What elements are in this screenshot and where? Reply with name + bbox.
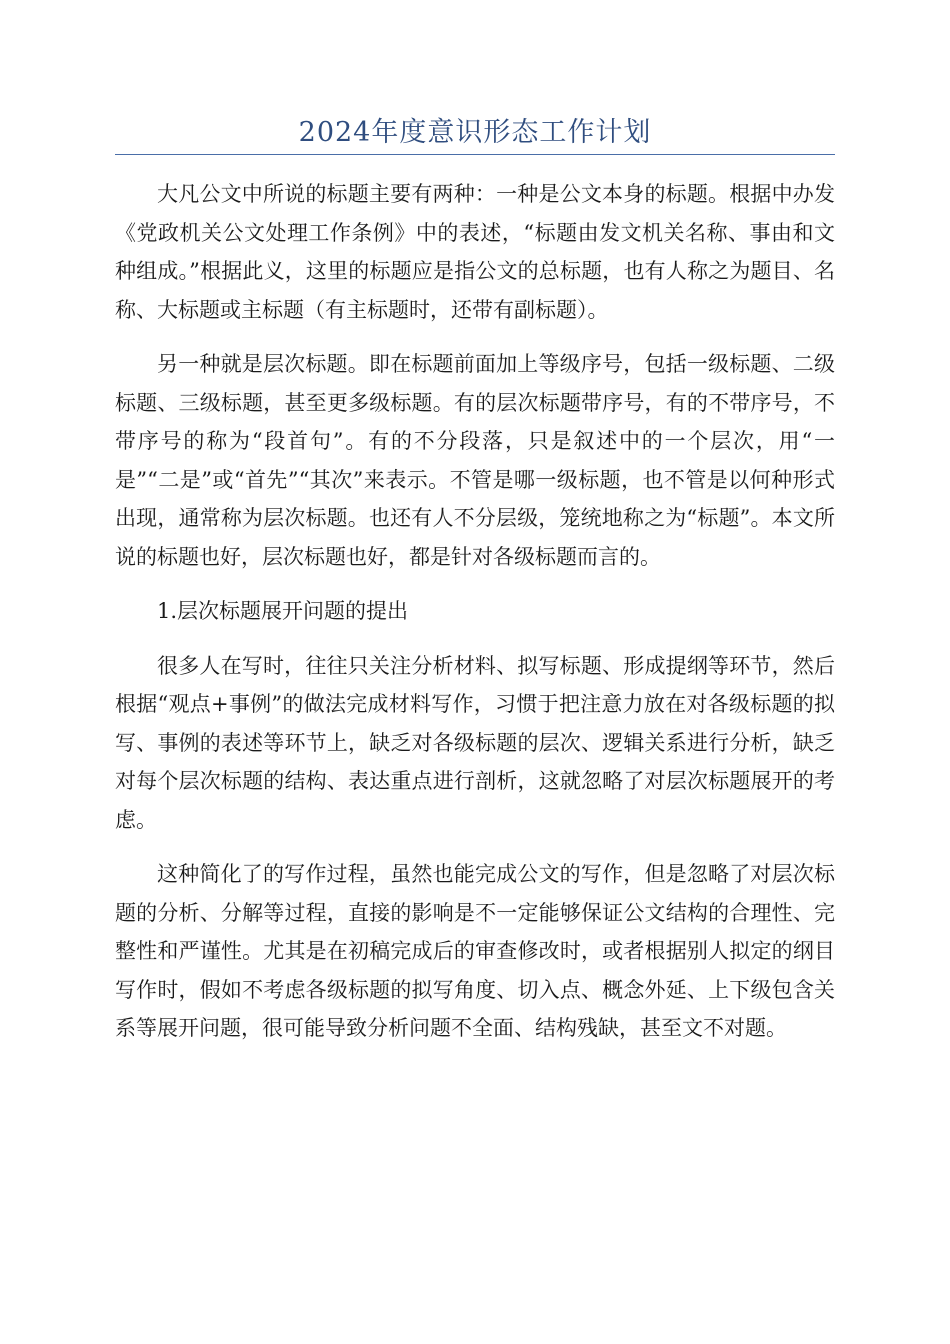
document-body xyxy=(115,175,835,1064)
document-title: 2024年度意识形态工作计划 xyxy=(298,117,652,148)
paragraph-3: 很多人在写时，往往只关注分析材料、拟写标题、形成提纲等环节，然后根据“观点+事例”的做法完成材料写作，习惯于把注意力放在对各级标题的拟写、事例的表述等环节上，缺乏对各级标题的层次、逻辑关系进行分析，缺乏对每个层次标题的结构、表达重点进行剖析，这就忽略了对层次标题展开的考虑。 xyxy=(115,653,835,832)
paragraph-1: 大凡公文中所说的标题主要有两种：一种是公文本身的标题。根据中办发《党政机关公文处理工作条例》中的表述，“标题由发文机关名称、事由和文种组成。”根据此义，这里的标题应是指公文的总标题，也有人称之为题目、名称、大标题或主标题（有主标题时，还带有副标题）。 xyxy=(115,182,835,322)
paragraph-4: 这种简化了的写作过程，虽然也能完成公文的写作，但是忽略了对层次标题的分析、分解等过程，直接的影响是不一定能够保证公文结构的合理性、完整性和严谨性。尤其是在初稿完成后的审查修改时，或者根据别人拟定的纲目写作时，假如不考虑各级标题的拟写角度、切入点、概念外延、上下级包含关系等展开问题，很可能导致分析问题不全面、结构残缺，甚至文不对题。 xyxy=(115,862,835,1040)
paragraph-2: 另一种就是层次标题。即在标题前面加上等级序号，包括一级标题、二级标题、三级标题，甚至更多级标题。有的层次标题带序号，有的不带序号，不带序号的称为“段首句”。有的不分段落，只是叙述中的一个层次，用“一是”“二是”或“首先”“其次”来表示。不管是哪一级标题，也不管是以何种形式出现，通常称为层次标题。也还有人不分层级，笼统地称之为“标题”。本文所说的标题也好，层次标题也好，都是针对各级标题而言的。 xyxy=(115,352,835,569)
section-heading: 1.层次标题展开问题的提出 xyxy=(157,599,409,623)
title-underline xyxy=(115,154,835,155)
